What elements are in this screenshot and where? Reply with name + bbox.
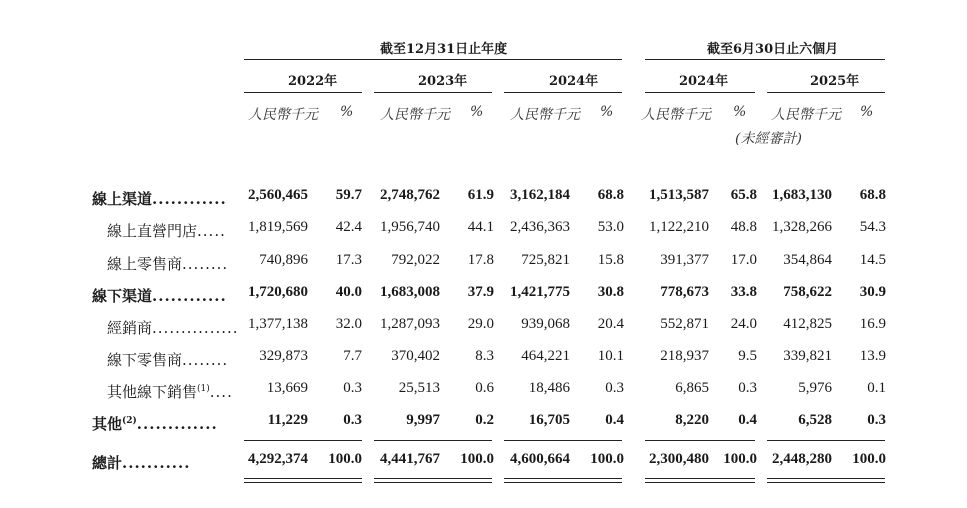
row-label: [107, 349, 228, 370]
table-cell: 464,221: [521, 348, 570, 364]
row-label-text: 經銷商: [107, 319, 153, 337]
table-cell: 1,328,266: [772, 219, 832, 235]
leader-dots: ...........: [122, 454, 191, 472]
row-label-text: 總計: [92, 454, 123, 472]
table-cell: 939,068: [521, 316, 570, 332]
year-2023: 2023年: [418, 74, 468, 89]
year-2022: 2022年: [288, 74, 338, 89]
year-underline: [504, 92, 622, 93]
leader-dots: ........: [182, 255, 229, 273]
table-cell: 20.4: [597, 316, 624, 332]
row-label: [107, 381, 233, 402]
table-cell: 370,402: [391, 348, 440, 364]
total-underline: [767, 482, 885, 483]
table-cell: 25,513: [398, 380, 440, 396]
header-year-ended: 截至12月31日止年度: [380, 42, 508, 57]
table-cell: 11,229: [267, 412, 308, 428]
table-cell: 778,673: [660, 284, 709, 300]
total-underline: [504, 482, 622, 483]
table-cell: 48.8: [730, 219, 757, 235]
leader-dots: ............: [152, 287, 227, 305]
table-cell: 1,513,587: [649, 187, 709, 203]
table-cell: 792,022: [391, 252, 440, 268]
table-cell: 15.8: [597, 252, 624, 268]
table-cell: 16.9: [859, 316, 886, 332]
table-cell: 0.1: [867, 380, 886, 396]
table-cell: 1,819,569: [248, 219, 308, 235]
row-label: [107, 220, 226, 241]
table-cell: 18,486: [528, 380, 570, 396]
table-cell: 0.2: [475, 412, 494, 428]
table-cell: 6,865: [675, 380, 709, 396]
table-cell: 2,436,363: [510, 219, 570, 235]
table-cell: 61.9: [467, 187, 494, 203]
subtotal-underline: [645, 440, 755, 441]
subtotal-underline: [244, 440, 362, 441]
table-cell: 1,421,775: [510, 284, 570, 300]
table-cell: 2,748,762: [380, 187, 440, 203]
year-underline: [645, 92, 755, 93]
table-cell: 100.0: [723, 451, 757, 467]
table-cell: 2,448,280: [772, 451, 832, 467]
table-cell: 17.8: [467, 252, 494, 268]
table-cell: 53.0: [597, 219, 624, 235]
unit-pct: %: [860, 104, 874, 120]
total-underline: [767, 478, 885, 479]
table-cell: 13,669: [266, 380, 308, 396]
table-cell: 0.3: [605, 380, 624, 396]
group2-underline: [645, 59, 885, 60]
table-cell: 4,600,664: [510, 451, 570, 467]
total-underline: [504, 478, 622, 479]
leader-dots: ........: [182, 351, 229, 369]
table-cell: 1,683,008: [380, 284, 440, 300]
table-cell: 7.7: [343, 348, 362, 364]
row-label-text: 線上零售商: [107, 255, 183, 273]
table-cell: 339,821: [783, 348, 832, 364]
half-year-2024: 2024年: [679, 74, 729, 89]
table-cell: 17.3: [335, 252, 362, 268]
table-cell: 391,377: [660, 252, 709, 268]
table-cell: 0.4: [738, 412, 757, 428]
table-cell: 13.9: [859, 348, 886, 364]
table-cell: 758,622: [783, 284, 832, 300]
table-cell: 17.0: [730, 252, 757, 268]
total-underline: [374, 482, 492, 483]
table-cell: 0.6: [475, 380, 494, 396]
table-cell: 1,377,138: [248, 316, 308, 332]
header-six-months-ended: 截至6月30日止六個月: [707, 42, 839, 57]
year-underline: [374, 92, 492, 93]
table-cell: 14.5: [859, 252, 886, 268]
table-cell: 24.0: [730, 316, 757, 332]
table-cell: 0.3: [738, 380, 757, 396]
table-cell: 59.7: [335, 187, 362, 203]
row-label-text: 線上直營門店: [107, 222, 198, 240]
table-cell: 2,300,480: [649, 451, 709, 467]
footnote-marker: (2): [122, 416, 137, 426]
table-cell: 29.0: [467, 316, 494, 332]
footnote-marker: (1): [197, 384, 210, 394]
table-cell: 1,720,680: [248, 284, 308, 300]
unit-rmb: 人民幣千元: [771, 107, 841, 123]
unit-pct: %: [470, 104, 484, 120]
row-label: [107, 317, 239, 338]
table-cell: 412,825: [783, 316, 832, 332]
total-underline: [244, 482, 362, 483]
subtotal-underline: [767, 440, 885, 441]
subtotal-underline: [374, 440, 492, 441]
table-cell: 5,976: [798, 380, 832, 396]
row-label: [107, 253, 228, 274]
table-cell: 100.0: [852, 451, 886, 467]
table-cell: 16,705: [528, 412, 570, 428]
table-cell: 33.8: [730, 284, 757, 300]
table-cell: 0.4: [605, 412, 624, 428]
table-cell: 30.8: [597, 284, 624, 300]
group1-underline: [244, 59, 622, 60]
unit-pct: %: [733, 104, 747, 120]
table-cell: 40.0: [335, 284, 362, 300]
table-cell: 8.3: [475, 348, 494, 364]
year-underline: [244, 92, 362, 93]
half-year-2025: 2025年: [810, 74, 860, 89]
row-label-text: 其他線下銷售: [107, 383, 198, 401]
table-cell: 354,864: [783, 252, 832, 268]
table-cell: 6,528: [798, 412, 832, 428]
table-cell: 37.9: [467, 284, 494, 300]
row-label: [92, 188, 227, 209]
table-cell: 8,220: [675, 412, 709, 428]
subtotal-underline: [504, 440, 622, 441]
table-cell: 9,997: [406, 412, 440, 428]
table-cell: 1,683,130: [772, 187, 832, 203]
table-cell: 30.9: [859, 284, 886, 300]
unit-rmb: 人民幣千元: [380, 107, 450, 123]
table-cell: 100.0: [328, 451, 362, 467]
table-cell: 9.5: [738, 348, 757, 364]
table-cell: 0.3: [343, 412, 362, 428]
table-cell: 68.8: [859, 187, 886, 203]
table-cell: 2,560,465: [248, 187, 308, 203]
total-underline: [244, 478, 362, 479]
row-label-text: 線下渠道: [92, 287, 153, 305]
table-cell: 65.8: [730, 187, 757, 203]
table-cell: 725,821: [521, 252, 570, 268]
table-cell: 1,956,740: [380, 219, 440, 235]
total-underline: [645, 478, 755, 479]
table-cell: 32.0: [335, 316, 362, 332]
unit-rmb: 人民幣千元: [510, 107, 580, 123]
table-cell: 552,871: [660, 316, 709, 332]
table-cell: 0.3: [867, 412, 886, 428]
leader-dots: ...............: [152, 319, 239, 337]
row-label-text: 線下零售商: [107, 351, 183, 369]
table-cell: 1,122,210: [649, 219, 709, 235]
unit-rmb: 人民幣千元: [641, 107, 711, 123]
row-label: [92, 285, 227, 306]
leader-dots: .....: [197, 222, 226, 240]
table-cell: 10.1: [597, 348, 624, 364]
table-cell: 54.3: [859, 219, 886, 235]
leader-dots: ............: [152, 190, 227, 208]
unaudited-note: (未經審計): [735, 131, 802, 147]
table-cell: 100.0: [590, 451, 624, 467]
row-label-text: 其他: [92, 415, 123, 433]
table-cell: 740,896: [259, 252, 308, 268]
table-cell: 4,292,374: [248, 451, 308, 467]
row-label-text: 線上渠道: [92, 190, 153, 208]
year-2024: 2024年: [549, 74, 599, 89]
row-label: [92, 452, 190, 473]
table-cell: 218,937: [660, 348, 709, 364]
table-cell: 100.0: [460, 451, 494, 467]
unit-pct: %: [340, 104, 354, 120]
unit-pct: %: [600, 104, 614, 120]
table-cell: 42.4: [335, 219, 362, 235]
total-underline: [645, 482, 755, 483]
table-cell: 0.3: [343, 380, 362, 396]
table-cell: 329,873: [259, 348, 308, 364]
table-cell: 44.1: [467, 219, 494, 235]
year-underline: [767, 92, 885, 93]
total-underline: [374, 478, 492, 479]
unit-rmb: 人民幣千元: [248, 107, 318, 123]
leader-dots: ....: [209, 383, 233, 401]
table-cell: 3,162,184: [510, 187, 570, 203]
table-cell: 1,287,093: [380, 316, 440, 332]
leader-dots: .............: [136, 415, 218, 433]
table-cell: 4,441,767: [380, 451, 440, 467]
row-label: [92, 413, 218, 434]
table-cell: 68.8: [597, 187, 624, 203]
